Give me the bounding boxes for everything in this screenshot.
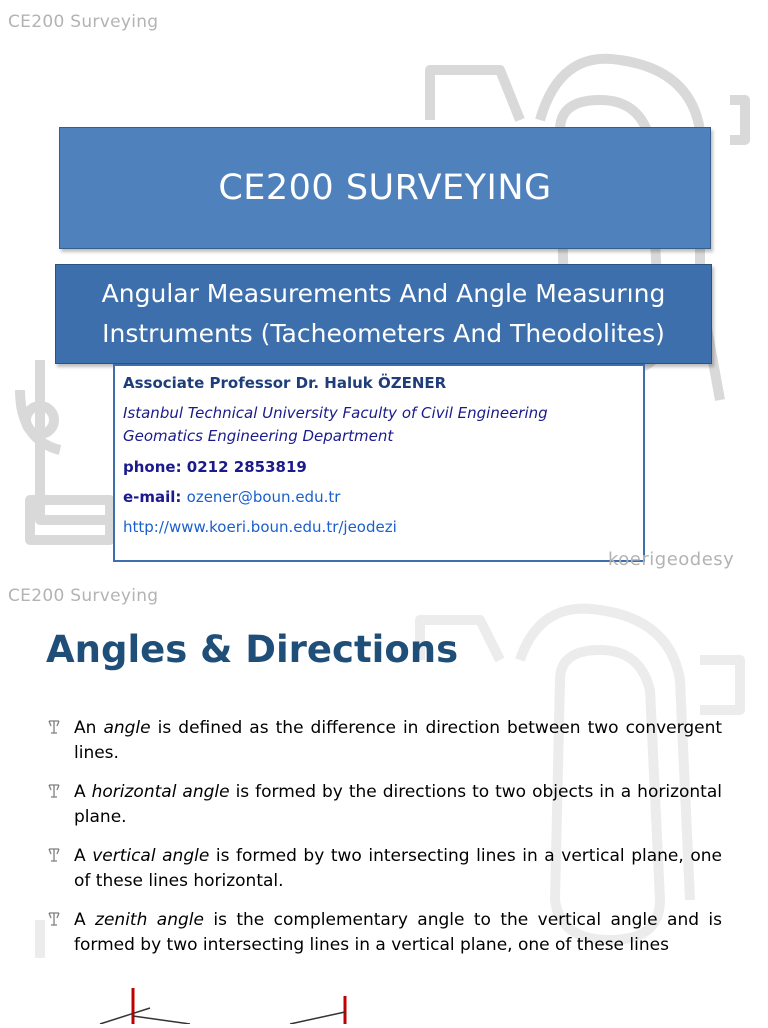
- bullet-text-pre: An: [74, 718, 104, 738]
- list-item: [46, 844, 722, 894]
- bullet-term: zenith angle: [95, 910, 204, 930]
- bullet-text-pre: A: [74, 782, 92, 802]
- bullet-text-post: is formed by two intersecting lines in a vertical plane, one of these lines horizontal.: [74, 846, 722, 891]
- institution-line-2: Geomatics Engineering Department: [123, 427, 394, 445]
- bullet-term: angle: [103, 718, 151, 738]
- bullet-text-pre: A: [74, 910, 96, 930]
- title-box: [59, 127, 711, 249]
- course-tag: CE200 Surveying: [8, 12, 159, 32]
- watermark-text: koerigeodesy: [608, 549, 735, 570]
- list-item: [46, 780, 722, 830]
- list-item: [46, 716, 722, 766]
- website-link[interactable]: http://www.koeri.boun.edu.tr/jeodezi: [123, 518, 397, 536]
- bullet-icon: [46, 782, 62, 800]
- subtitle-box: [55, 264, 712, 364]
- bullet-term: vertical angle: [92, 846, 210, 866]
- author-name: Associate Professor Dr. Haluk ÖZENER: [123, 374, 447, 392]
- email-row: [123, 488, 635, 506]
- subtitle-line-1: Angular Measurements And Angle Measurıng: [101, 279, 666, 308]
- bullet-text-pre: A: [74, 846, 93, 866]
- list-item: [46, 908, 722, 958]
- bullet-text-post: is formed by the directions to two objects in a horizontal plane.: [74, 782, 722, 827]
- slide-title: CE200 SURVEYING: [218, 168, 552, 208]
- email-link[interactable]: ozener@boun.edu.tr: [186, 488, 341, 506]
- subtitle-line-2: Instruments (Tacheometers And Theodolites): [102, 319, 665, 348]
- bullet-icon: [46, 846, 62, 864]
- bullet-term: horizontal angle: [91, 782, 230, 802]
- contact-box: [113, 364, 645, 562]
- email-label: e-mail:: [123, 488, 187, 506]
- angle-figure-icon: [0, 958, 768, 1024]
- figure-area: [0, 958, 768, 1024]
- bullet-text-post: is defined as the difference in direction between two convergent lines.: [74, 718, 723, 763]
- slide-subtitle: [56, 274, 711, 354]
- bullet-text-post: is the complementary angle to the vertical angle and is formed by two intersecting lines in a vertical plane, one of these lines: [74, 910, 722, 955]
- bullet-list: [46, 716, 722, 972]
- institution: [123, 402, 635, 448]
- bullet-icon: [46, 910, 62, 928]
- slide-heading: Angles & Directions: [46, 628, 459, 671]
- phone-number: phone: 0212 2853819: [123, 458, 307, 476]
- bullet-icon: [46, 718, 62, 736]
- course-tag: CE200 Surveying: [8, 586, 159, 606]
- institution-line-1: Istanbul Technical University Faculty of Civil Engineering: [123, 404, 548, 422]
